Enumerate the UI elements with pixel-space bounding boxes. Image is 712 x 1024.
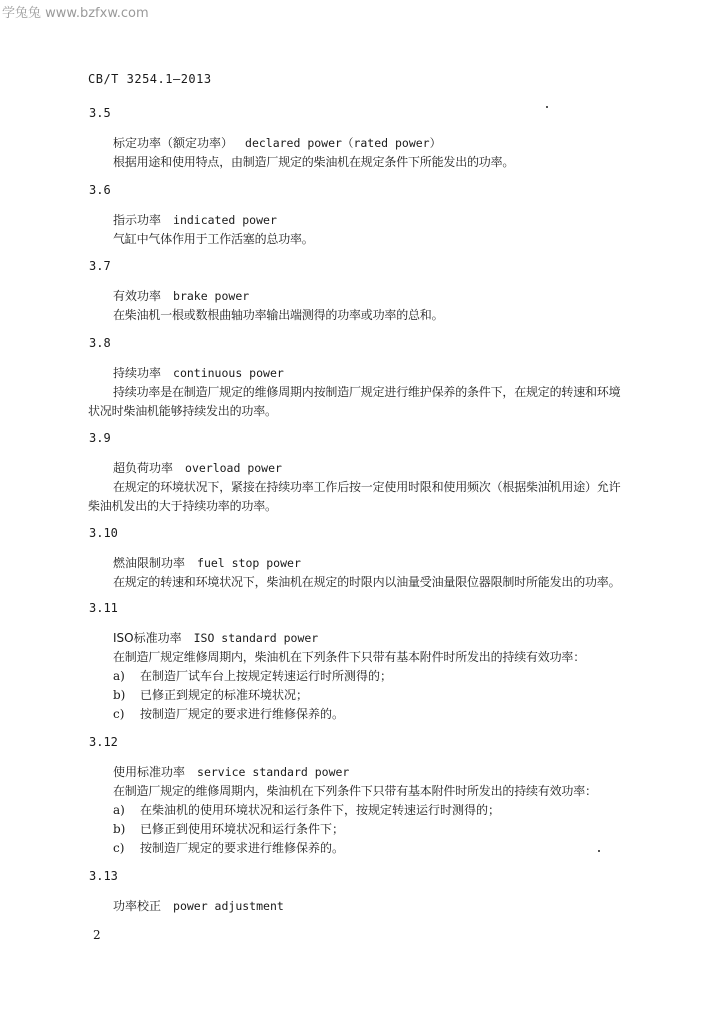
list-item-label: c)	[113, 707, 125, 721]
definition-line: 持续功率是在制造厂规定的维修周期内按制造厂规定进行维护保养的条件下，在规定的转速和环境	[113, 385, 621, 399]
definition-line: 在柴油机一根或数根曲轴功率输出端测得的功率或功率的总和。	[113, 308, 444, 322]
list-item-label: a)	[113, 669, 125, 683]
definition-line: 柴油机发出的大于持续功率的功率。	[88, 499, 277, 513]
term-english: declared power（rated power）	[245, 136, 442, 150]
section-number: 3.9	[89, 431, 111, 445]
term-english: fuel stop power	[197, 556, 301, 570]
term-chinese: 燃油限制功率	[113, 556, 186, 570]
term-chinese: 持续功率	[113, 366, 162, 380]
list-item-label: b)	[113, 688, 126, 702]
list-item-text: 在制造厂试车台上按规定转速运行时所测得的；	[140, 669, 393, 683]
term-english: brake power	[173, 289, 250, 303]
scan-speck	[598, 850, 600, 852]
list-item-text: 已修正到规定的标准环境状况；	[140, 688, 309, 702]
term-chinese: 超负荷功率	[113, 461, 174, 475]
term-chinese: ISO标准功率	[113, 631, 182, 645]
term-english: continuous power	[173, 366, 284, 380]
term-chinese: 指示功率	[113, 213, 162, 227]
section-number: 3.5	[89, 106, 111, 120]
list-item-text: 已修正到使用环境状况和运行条件下；	[140, 822, 345, 836]
term-chinese: 功率校正	[113, 899, 162, 913]
definition-line: 在规定的转速和环境状况下，柴油机在规定的时限内以油量受油量限位器限制时所能发出的功率。	[113, 575, 621, 589]
list-item-text: 按制造厂规定的要求进行维修保养的。	[140, 707, 345, 721]
list-item	[113, 820, 344, 837]
list-item	[113, 705, 344, 722]
definition-line: 在制造厂规定的维修周期内，柴油机在下列条件下只带有基本附件时所发出的持续有效功率：	[113, 784, 597, 798]
list-item	[113, 686, 308, 703]
definition-line: 状况时柴油机能够持续发出的功率。	[88, 404, 277, 418]
term-heading	[113, 554, 301, 571]
standard-code: CB/T 3254.1—2013	[88, 72, 212, 86]
definition-line: 在制造厂规定维修周期内，柴油机在下列条件下只带有基本附件时所发出的持续有效功率：	[113, 650, 586, 664]
list-item-label: a)	[113, 803, 125, 817]
list-item	[113, 667, 392, 684]
section-number: 3.8	[89, 336, 111, 350]
definition-line: 在规定的环境状况下，紧接在持续功率工作后按一定使用时限和使用频次（根据柴油机用途）允许	[113, 480, 621, 494]
list-item	[113, 801, 500, 818]
watermark: 学兔兔 www.bzfxw.com	[2, 6, 149, 21]
term-heading	[113, 287, 249, 304]
definition-line: 气缸中气体作用于工作活塞的总功率。	[113, 232, 314, 246]
scan-speck	[546, 106, 548, 108]
section-number: 3.6	[89, 183, 111, 197]
section-number: 3.10	[89, 526, 118, 540]
term-heading	[113, 211, 277, 228]
term-english: overload power	[185, 461, 282, 475]
term-chinese: 使用标准功率	[113, 765, 186, 779]
section-number: 3.11	[89, 601, 118, 615]
list-item	[113, 839, 344, 856]
term-english: ISO standard power	[193, 631, 319, 645]
section-number: 3.12	[89, 735, 118, 749]
list-item-text: 按制造厂规定的要求进行维修保养的。	[140, 841, 345, 855]
definition-line: 根据用途和使用特点，由制造厂规定的柴油机在规定条件下所能发出的功率。	[113, 155, 515, 169]
term-heading	[113, 763, 349, 780]
term-chinese: 有效功率	[113, 289, 162, 303]
term-heading	[113, 364, 284, 381]
term-heading	[113, 134, 441, 151]
term-chinese: 标定功率（额定功率）	[113, 136, 234, 150]
list-item-text: 在柴油机的使用环境状况和运行条件下，按规定转速运行时测得的；	[140, 803, 501, 817]
page-number: 2	[93, 928, 101, 942]
term-english: indicated power	[173, 213, 277, 227]
list-item-label: c)	[113, 841, 125, 855]
section-number: 3.7	[89, 259, 111, 273]
term-heading	[113, 629, 318, 646]
term-english: service standard power	[197, 765, 350, 779]
section-number: 3.13	[89, 869, 118, 883]
term-heading	[113, 897, 284, 914]
list-item-label: b)	[113, 822, 126, 836]
term-heading	[113, 459, 282, 476]
term-english: power adjustment	[173, 899, 284, 913]
